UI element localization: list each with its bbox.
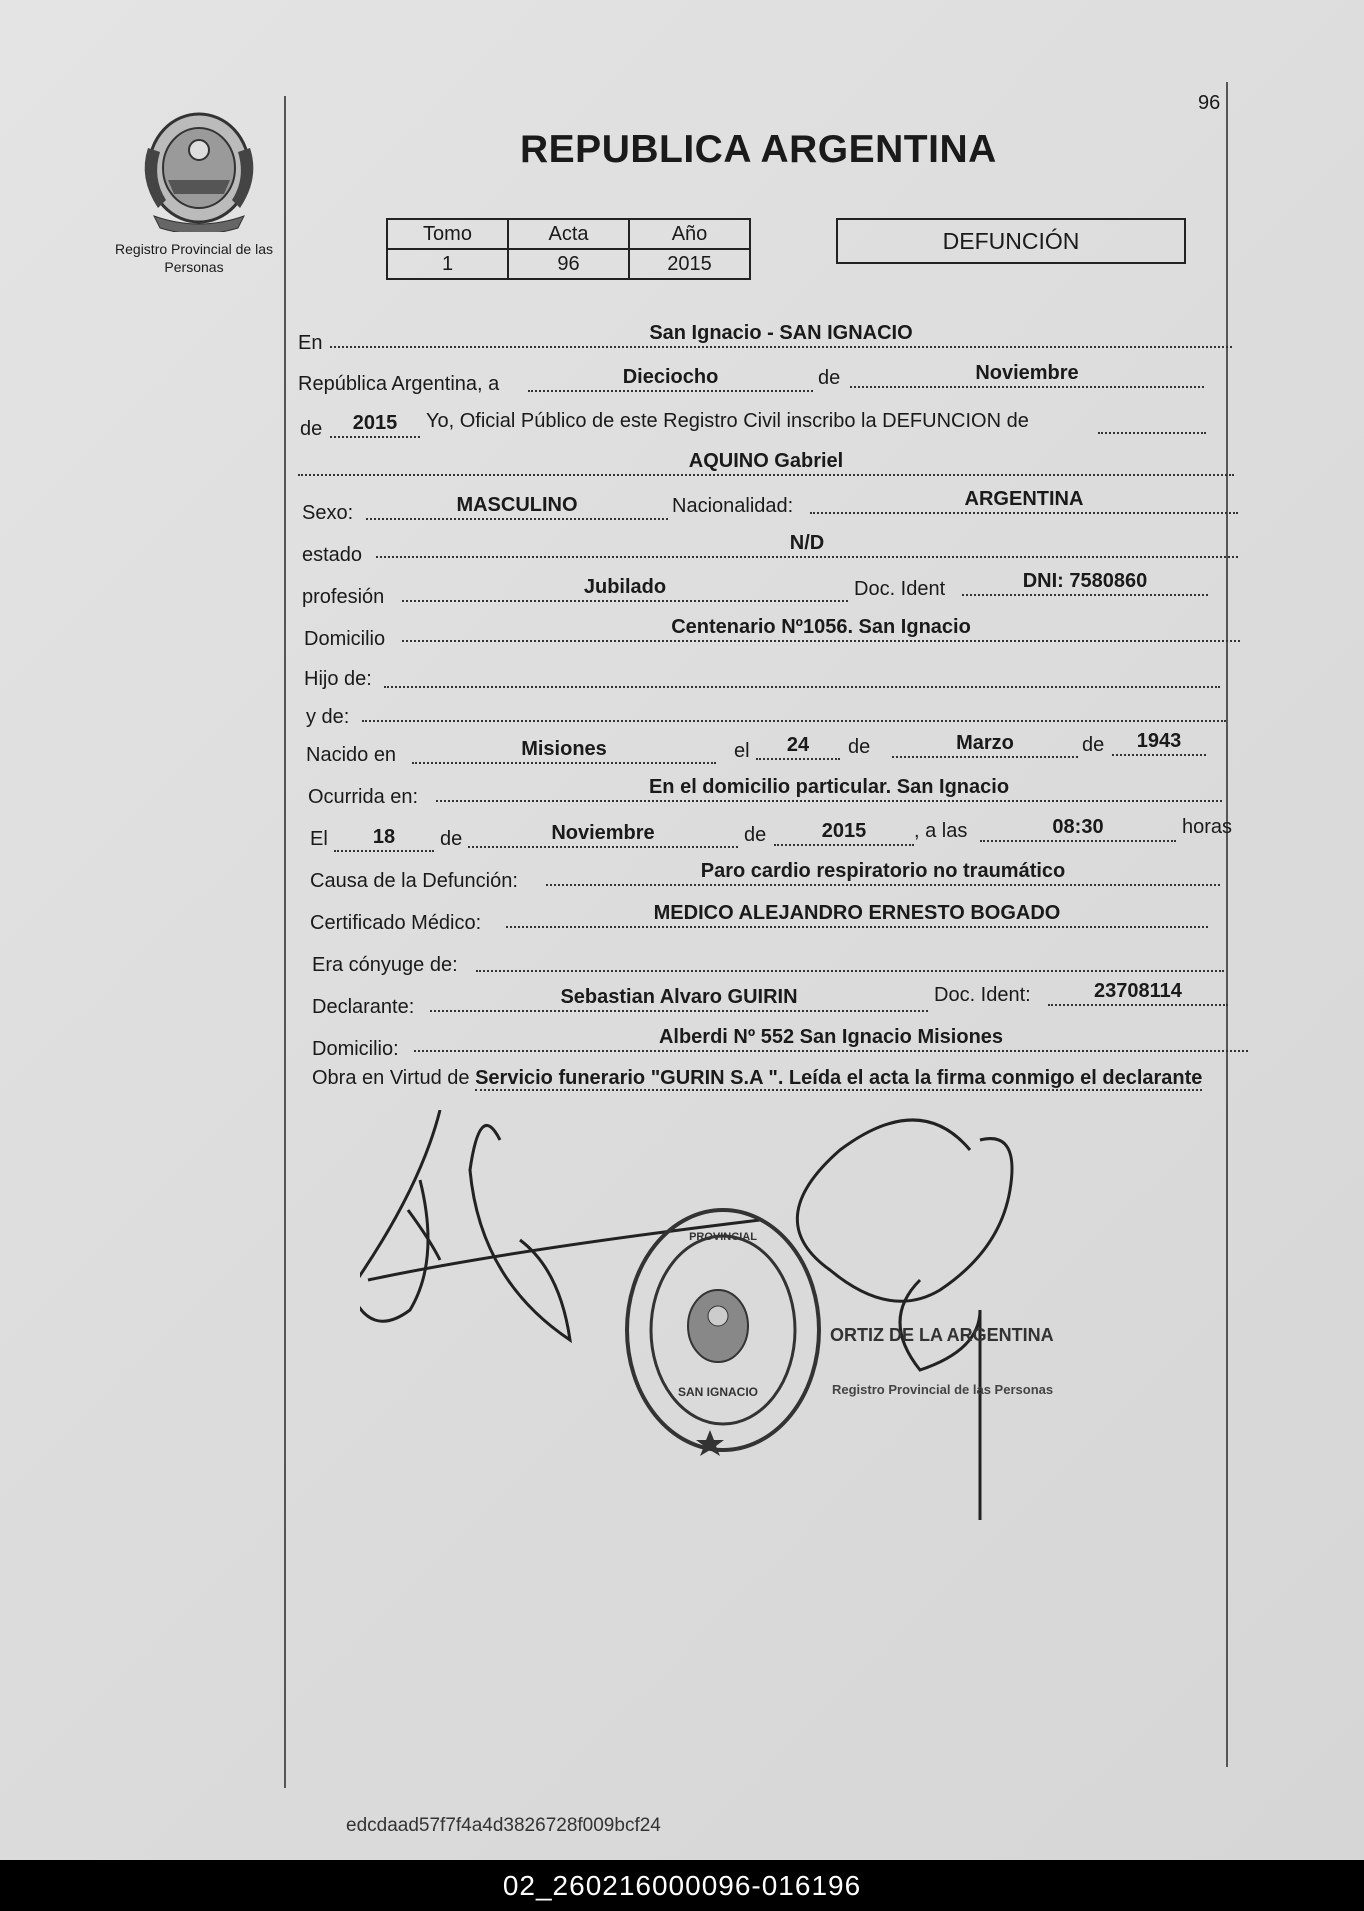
anio-header: Año <box>629 219 750 249</box>
tomo-value: 1 <box>387 249 508 279</box>
field-def-dia: 18 <box>334 824 434 852</box>
label-declarante: Declarante: <box>312 996 415 1018</box>
label-republica: República Argentina, a <box>298 373 500 395</box>
field-sexo: MASCULINO <box>366 492 668 520</box>
field-nac-dia: 24 <box>756 732 840 760</box>
label-hijo-de: Hijo de: <box>304 668 372 690</box>
label-domicilio-2: Domicilio: <box>312 1038 399 1060</box>
field-dia: Dieciocho <box>528 364 813 392</box>
label-horas: horas <box>1182 816 1233 838</box>
field-domicilio: Centenario Nº1056. San Ignacio <box>402 614 1240 642</box>
field-def-hora: 08:30 <box>980 814 1176 842</box>
field-declarante-doc: 23708114 <box>1048 978 1228 1006</box>
field-certificado: MEDICO ALEJANDRO ERNESTO BOGADO <box>506 900 1208 928</box>
field-estado: N/D <box>376 530 1238 558</box>
label-profesion: profesión <box>302 586 385 608</box>
field-lugar: San Ignacio - SAN IGNACIO <box>330 320 1232 348</box>
field-blank-line3 <box>1098 406 1206 434</box>
label-de-3: de <box>848 736 871 758</box>
footer-id-bar: 02_260216000096-016196 <box>0 1860 1364 1911</box>
label-el-1: el <box>734 740 750 762</box>
label-de-1: de <box>818 367 841 389</box>
field-def-mes: Noviembre <box>468 820 738 848</box>
label-domicilio: Domicilio <box>304 628 386 650</box>
obra-en-virtud <box>312 1063 1220 1093</box>
field-hijo-de <box>384 660 1220 688</box>
label-obra: Obra en Virtud de <box>312 1067 470 1089</box>
document-title: REPUBLICA ARGENTINA <box>520 128 997 171</box>
register-table <box>386 218 751 280</box>
province-seal-logo <box>138 108 260 232</box>
label-doc-ident-2: Doc. Ident: <box>934 984 1031 1006</box>
label-el-2: El <box>310 828 328 850</box>
field-conyuge <box>476 944 1224 972</box>
tomo-header: Tomo <box>387 219 508 249</box>
registry-name: Registro Provincial de las Personas <box>115 241 273 275</box>
acta-header: Acta <box>508 219 629 249</box>
field-declarante: Sebastian Alvaro GUIRIN <box>430 984 928 1012</box>
act-type-box: DEFUNCIÓN <box>836 218 1186 264</box>
field-nac-anio: 1943 <box>1112 728 1206 756</box>
field-def-anio: 2015 <box>774 818 914 846</box>
label-nacido-en: Nacido en <box>306 744 397 766</box>
field-profesion: Jubilado <box>402 574 848 602</box>
label-causa: Causa de la Defunción: <box>310 870 518 892</box>
label-a-las: , a las <box>914 820 968 842</box>
field-causa: Paro cardio respiratorio no traumático <box>546 858 1220 886</box>
field-obra: Servicio funerario "GURIN S.A ". Leída el acta la firma conmigo el declarante <box>475 1067 1203 1089</box>
label-de-4: de <box>1082 734 1105 756</box>
label-de-2: de <box>300 418 323 440</box>
field-nombre: AQUINO Gabriel <box>298 448 1234 476</box>
label-ocurrida-en: Ocurrida en: <box>308 786 419 808</box>
field-ocurrida-en: En el domicilio particular. San Ignacio <box>436 774 1222 802</box>
acta-value: 96 <box>508 249 629 279</box>
label-sexo: Sexo: <box>302 502 354 524</box>
field-declarante-domicilio: Alberdi Nº 552 San Ignacio Misiones <box>414 1024 1248 1052</box>
registry-stamp <box>618 1200 828 1460</box>
label-estado: estado <box>302 544 363 566</box>
label-yo-oficial: Yo, Oficial Público de este Registro Civil inscribo la DEFUNCION de <box>426 410 1029 432</box>
svg-text:PROVINCIAL: PROVINCIAL <box>689 1231 757 1243</box>
field-nacido-en: Misiones <box>412 736 716 764</box>
field-dni: DNI: 7580860 <box>962 568 1208 596</box>
label-certificado: Certificado Médico: <box>310 912 482 934</box>
document-hash: edcdaad57f7f4a4d3826728f009bcf24 <box>346 1815 661 1836</box>
label-y-de: y de: <box>306 706 350 728</box>
officer-stamp-name: ORTIZ DE LA ARGENTINA <box>830 1325 1054 1345</box>
anio-value: 2015 <box>629 249 750 279</box>
label-de-6: de <box>744 824 767 846</box>
label-conyuge: Era cónyuge de: <box>312 954 458 976</box>
field-mes: Noviembre <box>850 360 1204 388</box>
label-nacionalidad: Nacionalidad: <box>672 495 794 517</box>
officer-stamp-subtitle: Registro Provincial de las Personas <box>832 1382 1054 1397</box>
field-y-de <box>362 694 1226 722</box>
field-anio: 2015 <box>330 410 420 438</box>
label-en: En <box>298 332 323 354</box>
svg-text:SAN IGNACIO: SAN IGNACIO <box>677 1385 759 1399</box>
field-nacionalidad: ARGENTINA <box>810 486 1238 514</box>
field-nac-mes: Marzo <box>892 730 1078 758</box>
left-margin-line <box>284 96 286 1788</box>
page-number: 96 <box>1198 92 1221 114</box>
label-de-5: de <box>440 828 463 850</box>
label-doc-ident: Doc. Ident <box>854 578 946 600</box>
